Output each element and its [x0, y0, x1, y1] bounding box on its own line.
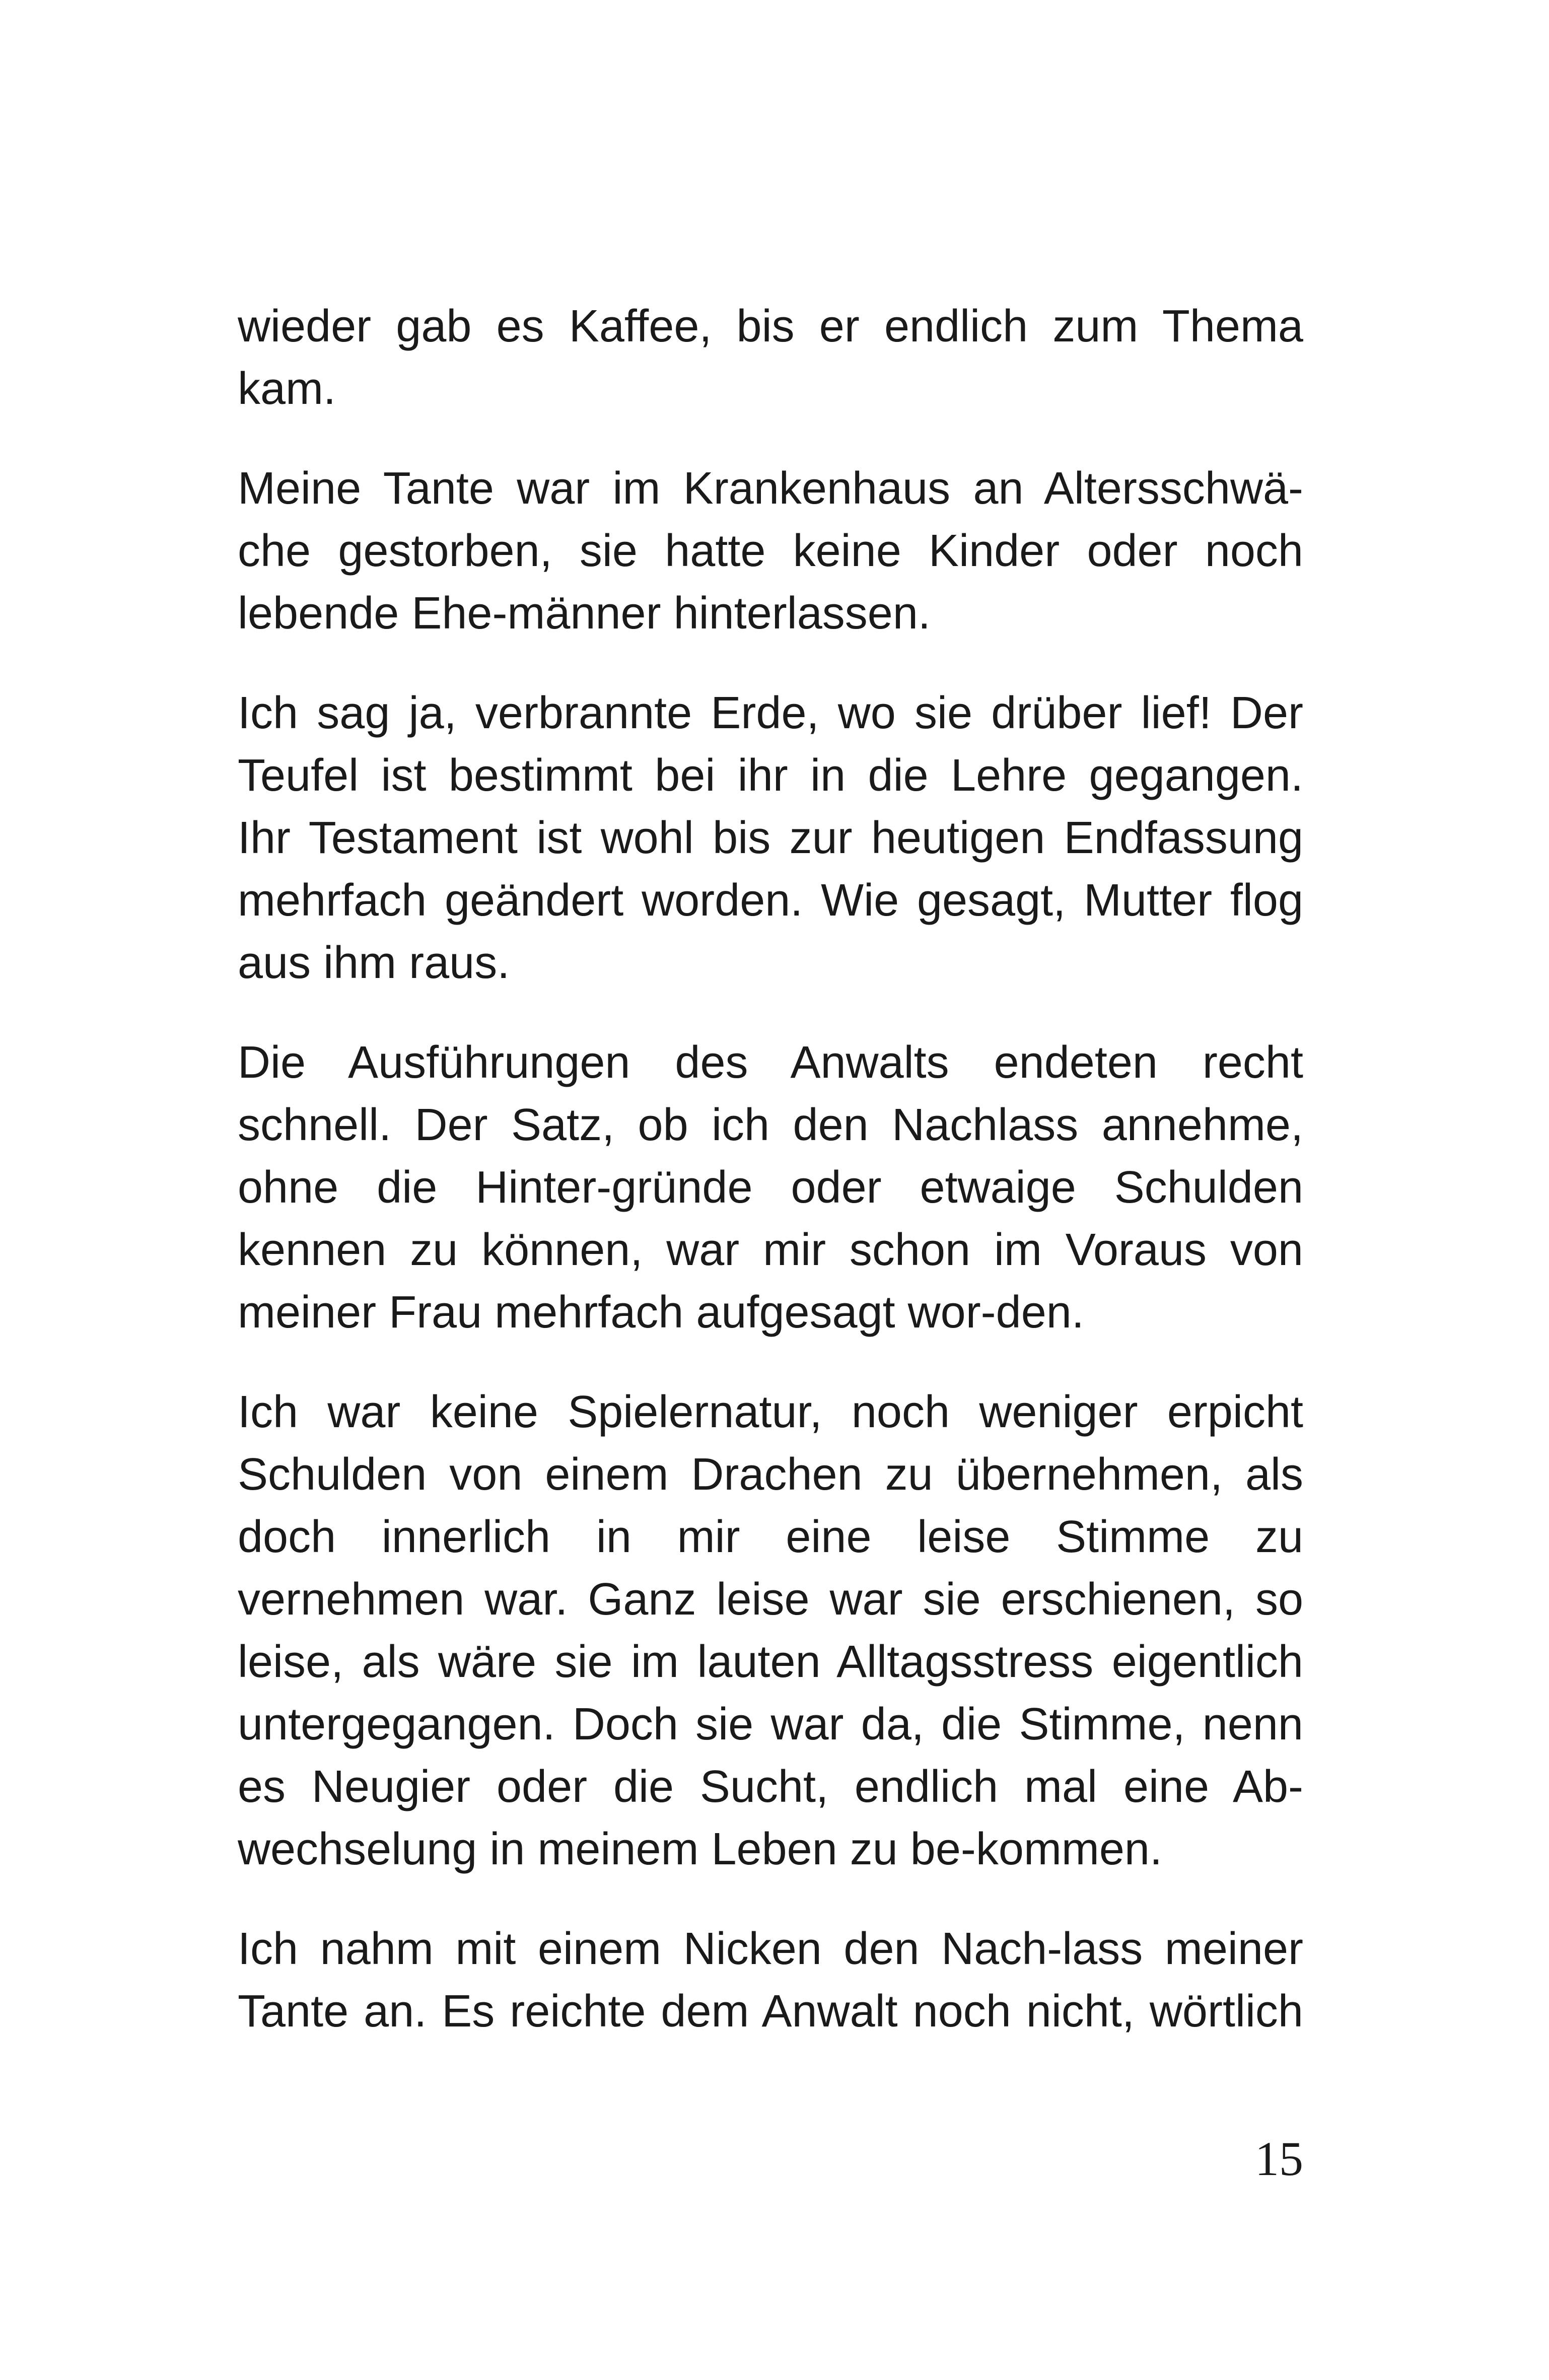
paragraph-4 [238, 1031, 1303, 1344]
text-line: meiner Frau mehrfach aufgesagt wor-den. [238, 1287, 1084, 1338]
text-line: aus ihm raus. [238, 938, 510, 988]
text-line: wieder gab es Kaffee, bis er endlich zum Thema [238, 301, 1303, 352]
text-line: kennen zu können, war mir schon im Voraus von [238, 1225, 1303, 1275]
paragraph-1 [238, 295, 1303, 420]
paragraph-5 [238, 1381, 1303, 1880]
page-number: 15 [1255, 2132, 1303, 2186]
text-line: Die Ausführungen des Anwalts endeten recht [238, 1037, 1303, 1088]
text-line: leise, als wäre sie im lauten Alltagsstress eigentlich [238, 1637, 1303, 1687]
text-line: Ihr Testament ist wohl bis zur heutigen Endfassung [238, 813, 1303, 863]
text-line: Meine Tante war im Krankenhaus an Altersschwä- [238, 463, 1303, 514]
text-line: Teufel ist bestimmt bei ihr in die Lehre gegangen. [238, 750, 1303, 801]
paragraph-2 [238, 457, 1303, 645]
body-text [238, 295, 1303, 2080]
text-line: schnell. Der Satz, ob ich den Nachlass annehme, [238, 1100, 1303, 1150]
text-line: wechselung in meinem Leben zu be-kommen. [238, 1824, 1162, 1874]
text-line: es Neugier oder die Sucht, endlich mal eine Ab- [238, 1762, 1303, 1812]
text-line: lebende Ehe-männer hinterlassen. [238, 588, 931, 639]
text-line: doch innerlich in mir eine leise Stimme zu [238, 1512, 1303, 1562]
text-line: kam. [238, 364, 336, 414]
paragraph-6 [238, 1918, 1303, 2043]
text-line: Schulden von einem Drachen zu übernehmen, als [238, 1449, 1303, 1500]
paragraph-3 [238, 682, 1303, 994]
text-line: Ich nahm mit einem Nicken den Nach-lass meiner [238, 1924, 1303, 1974]
text-line: untergegangen. Doch sie war da, die Stimme, nenn [238, 1699, 1303, 1749]
text-line: che gestorben, sie hatte keine Kinder oder noch [238, 526, 1303, 576]
text-line: vernehmen war. Ganz leise war sie erschienen, so [238, 1574, 1303, 1625]
text-line: ohne die Hinter-gründe oder etwaige Schulden [238, 1162, 1303, 1213]
text-line: mehrfach geändert worden. Wie gesagt, Mutter flog [238, 875, 1303, 926]
text-line: Ich war keine Spielernatur, noch weniger erpicht [238, 1387, 1303, 1437]
text-line: Tante an. Es reichte dem Anwalt noch nicht, wörtlich [238, 1986, 1303, 2037]
text-line: Ich sag ja, verbrannte Erde, wo sie drüber lief! Der [238, 688, 1303, 738]
